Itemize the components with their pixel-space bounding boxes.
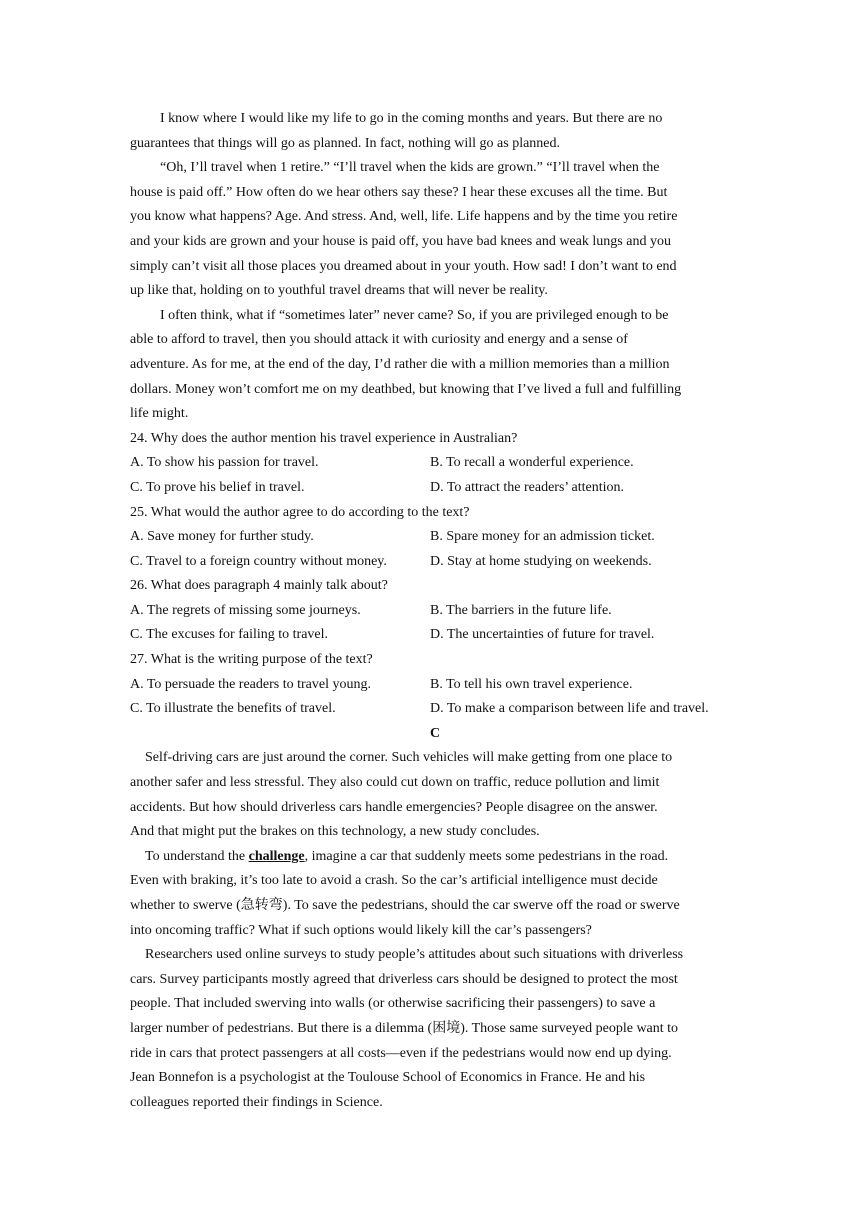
option-d: D. The uncertainties of future for travel. (430, 627, 655, 643)
paragraph-1 (130, 107, 740, 156)
text-line: able to afford to travel, then you should attack it with curiosity and energy and a sense of (130, 332, 628, 348)
text-line: and your kids are grown and your house is paid off, you have bad knees and weak lungs and you (130, 233, 671, 249)
option-a: A. Save money for further study. (130, 529, 314, 545)
option-d: D. Stay at home studying on weekends. (430, 553, 652, 569)
paragraph-2 (130, 156, 740, 304)
passage-c-paragraph-3 (130, 943, 740, 1115)
text-line: I often think, what if “sometimes later” never came? So, if you are privileged enough to be (160, 307, 669, 323)
passage-c-paragraph-2 (130, 845, 740, 943)
text-line: colleagues reported their findings in Science. (130, 1094, 383, 1110)
option-b: B. To tell his own travel experience. (430, 676, 633, 692)
paragraph-3 (130, 304, 740, 427)
question-26 (130, 574, 740, 648)
text-line: “Oh, I’ll travel when 1 retire.” “I’ll travel when the kids are grown.” “I’ll travel when the (160, 160, 660, 176)
text-line: adventure. As for me, at the end of the day, I’d rather die with a million memories than a million (130, 356, 670, 372)
question-25 (130, 501, 740, 575)
text-line: Even with braking, it’s too late to avoid a crash. So the car’s artificial intelligence must decide (130, 873, 658, 889)
text-line: simply can’t visit all those places you dreamed about in your youth. How sad! I don’t want to end (130, 258, 677, 274)
underlined-word: challenge (248, 848, 305, 864)
text-line: I know where I would like my life to go in the coming months and years. But there are no (160, 111, 663, 126)
section-heading: C (429, 725, 441, 741)
text-line: larger number of pedestrians. But there is a dilemma (困境). Those same surveyed people want to (130, 1020, 679, 1036)
question-stem: 26. What does paragraph 4 mainly talk about? (130, 578, 388, 594)
text-line: ride in cars that protect passengers at all costs—even if the pedestrians would now end up dying. (130, 1045, 672, 1061)
option-a: A. To show his passion for travel. (130, 455, 319, 471)
option-c: C. Travel to a foreign country without money. (130, 553, 387, 569)
text-span: , imagine a car that suddenly meets some pedestrians in the road. (304, 848, 669, 864)
text-line (130, 845, 740, 870)
text-line: Self-driving cars are just around the corner. Such vehicles will make getting from one place to (145, 750, 673, 766)
option-c: C. To prove his belief in travel. (130, 479, 305, 495)
text-line: house is paid off.” How often do we hear others say these? I hear these excuses all the time. But (130, 184, 668, 200)
text-line: guarantees that things will go as planned. In fact, nothing will go as planned. (130, 135, 561, 151)
text-span: To understand the (145, 848, 249, 864)
text-line: accidents. But how should driverless cars handle emergencies? People disagree on the answer. (130, 799, 658, 815)
text-line: another safer and less stressful. They also could cut down on traffic, reduce pollution and limit (130, 775, 660, 791)
text-line: dollars. Money won’t comfort me on my deathbed, but knowing that I’ve lived a full and fulfilling (130, 381, 682, 397)
text-line: life might. (130, 406, 189, 422)
text-line: Researchers used online surveys to study people’s attitudes about such situations with driverless (145, 947, 684, 963)
option-a: A. To persuade the readers to travel young. (130, 676, 371, 692)
option-b: B. To recall a wonderful experience. (430, 455, 634, 471)
option-c: C. The excuses for failing to travel. (130, 627, 329, 643)
question-24 (130, 427, 740, 501)
option-b: B. Spare money for an admission ticket. (430, 529, 655, 545)
text-line: And that might put the brakes on this technology, a new study concludes. (130, 824, 540, 840)
question-stem: 25. What would the author agree to do according to the text? (130, 504, 470, 520)
text-line: people. That included swerving into walls (or otherwise sacrificing their passengers) to save a (130, 996, 656, 1012)
option-d: D. To attract the readers’ attention. (430, 479, 625, 495)
text-line: into oncoming traffic? What if such options would likely kill the car’s passengers? (130, 922, 592, 938)
document-page (130, 107, 740, 1115)
option-b: B. The barriers in the future life. (430, 602, 612, 618)
question-stem: 24. Why does the author mention his travel experience in Australian? (130, 430, 518, 446)
option-a: A. The regrets of missing some journeys. (130, 602, 361, 618)
question-27 (130, 648, 740, 722)
text-line: you know what happens? Age. And stress. And, well, life. Life happens and by the time you retire (130, 209, 678, 225)
option-c: C. To illustrate the benefits of travel. (130, 701, 336, 717)
text-line: Jean Bonnefon is a psychologist at the Toulouse School of Economics in France. He and his (130, 1070, 646, 1086)
question-stem: 27. What is the writing purpose of the text? (130, 652, 373, 668)
text-line: cars. Survey participants mostly agreed that driverless cars should be designed to protect the most (130, 971, 678, 987)
option-d: D. To make a comparison between life and travel. (430, 701, 709, 717)
text-line: up like that, holding on to youthful travel dreams that will never be reality. (130, 283, 548, 299)
text-line: whether to swerve (急转弯). To save the pedestrians, should the car swerve off the road or swerve (130, 898, 680, 913)
passage-c-paragraph-1 (130, 746, 740, 844)
